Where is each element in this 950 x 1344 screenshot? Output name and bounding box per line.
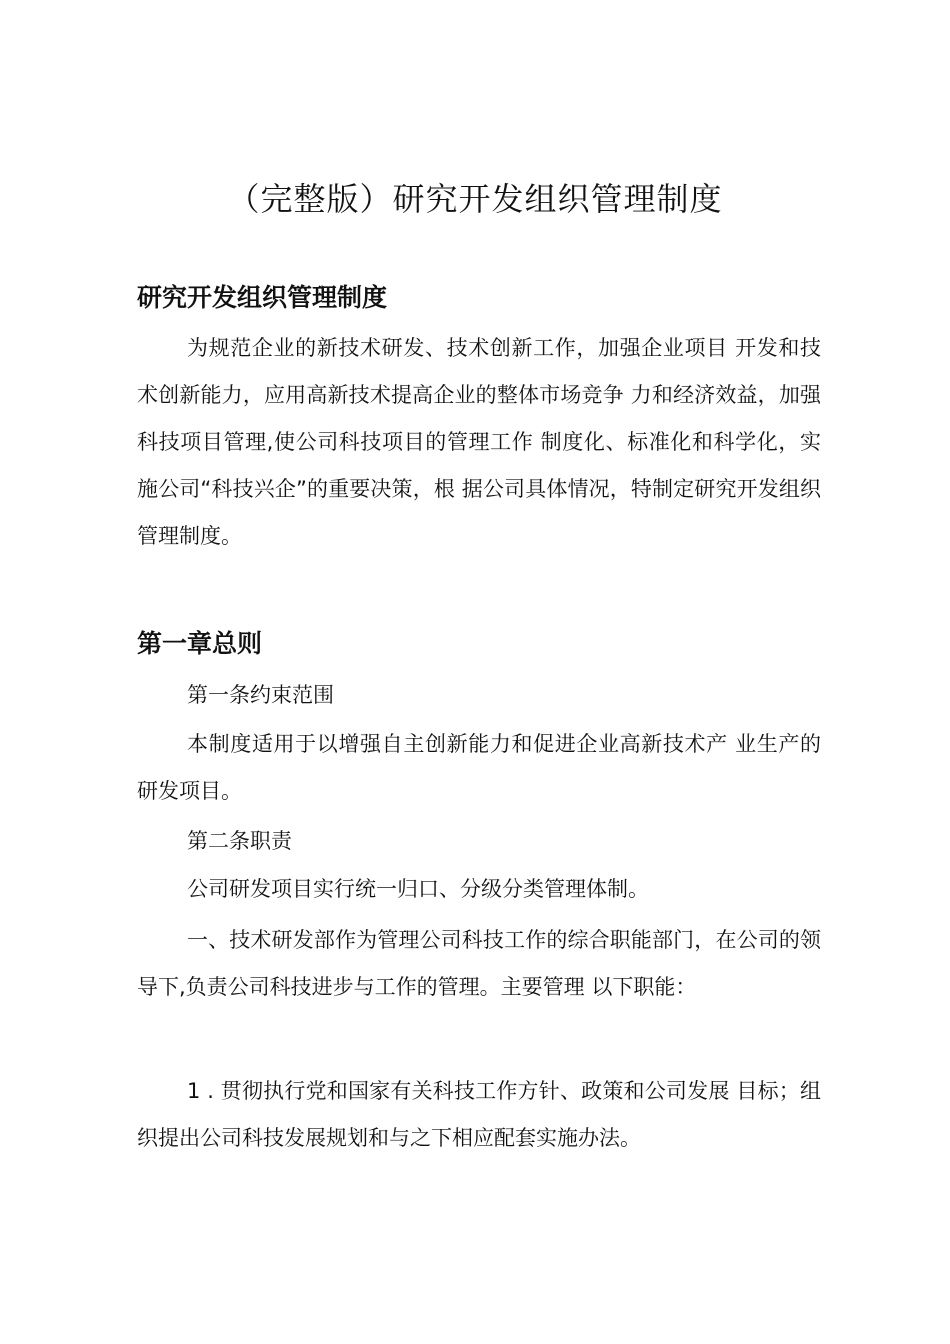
chapter-heading: 第一章总则 <box>137 629 263 658</box>
document-title: （完整版）研究开发组织管理制度 <box>227 180 723 218</box>
section-heading: 研究开发组织管理制度 <box>137 283 388 312</box>
intro-paragraph: 为规范企业的新技术研发、技术创新工作，加强企业项目 开发和技术创新能力，应用高新技术提高企业的整体市场竞争 力和经济效益，加强科技项目管理,使公司科技项目的管理工作 制度化、标准化和科学化，实施公司“科技兴企”的重要决策，根 据公司具体情况，特制定研究开发组织管理制度。 <box>137 336 821 548</box>
article-2-body: 公司研发项目实行统一归口、分级分类管理体制。 <box>187 877 649 901</box>
article-1-body: 本制度适用于以增强自主创新能力和促进企业高新技术产 业生产的研发项目。 <box>137 732 821 803</box>
item-1-paragraph: 1 . 贯彻执行党和国家有关科技工作方针、政策和公司发展 目标；组织提出公司科技发展规划和与之下相应配套实施办法。 <box>137 1079 821 1150</box>
item-one-paragraph: 一、技术研发部作为管理公司科技工作的综合职能部门，在公司的领导下,负责公司科技进步与工作的管理。主要管理 以下职能： <box>137 928 821 999</box>
article-2-title: 第二条职责 <box>187 829 292 853</box>
article-1-title: 第一条约束范围 <box>187 683 334 707</box>
